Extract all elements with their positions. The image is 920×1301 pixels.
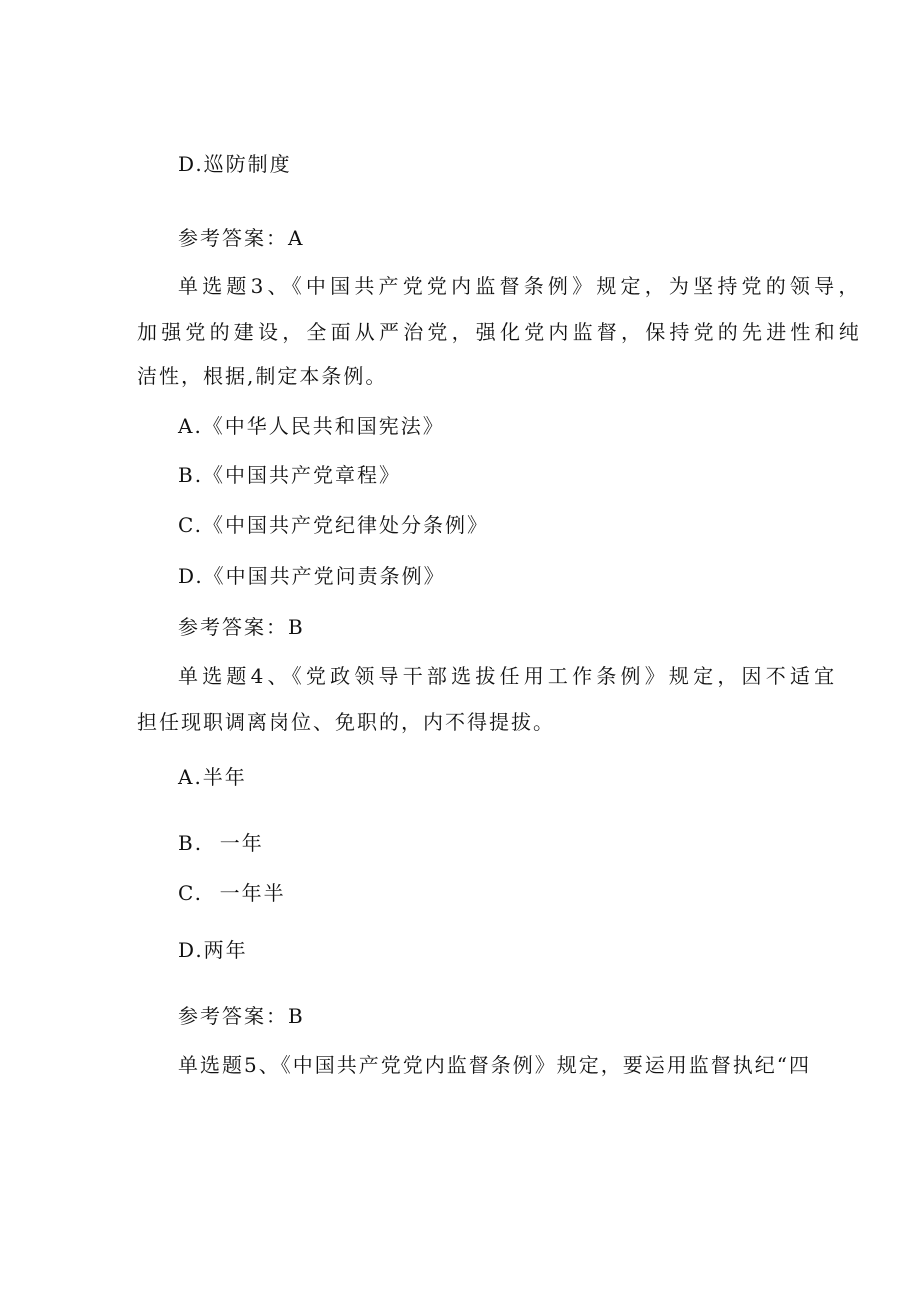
q3-option-d: D.《中国共产党问责条例》 [178, 564, 446, 588]
q2-answer: 参考答案：A [178, 226, 305, 250]
q3-stem-line-1: 单选题3、《中国共产党党内监督条例》规定，为坚持党的领导， [178, 274, 863, 298]
q4-answer: 参考答案：B [178, 1004, 305, 1028]
q4-option-a: A.半年 [178, 765, 247, 789]
q3-option-c: C.《中国共产党纪律处分条例》 [178, 513, 489, 537]
q4-option-c: C. 一年半 [178, 881, 286, 905]
q3-option-a: A.《中华人民共和国宪法》 [178, 414, 445, 438]
q5-stem-line-1: 单选题5、《中国共产党党内监督条例》规定，要运用监督执纪“四 [178, 1053, 811, 1077]
q3-option-b: B.《中国共产党章程》 [178, 463, 402, 487]
q4-option-b: B. 一年 [178, 831, 264, 855]
q3-stem-line-3: 洁性，根据,制定本条例。 [137, 364, 388, 388]
q2-option-d: D.巡防制度 [178, 152, 292, 176]
q3-answer: 参考答案：B [178, 615, 305, 639]
q3-stem-line-2: 加强党的建设，全面从严治党，强化党内监督，保持党的先进性和纯 [137, 320, 863, 344]
q4-stem-line-1: 单选题4、《党政领导干部选拔任用工作条例》规定，因不适宜 [178, 664, 839, 688]
q4-option-d: D.两年 [178, 938, 248, 962]
q4-stem-line-2: 担任现职调离岗位、免职的，内不得提拔。 [137, 710, 555, 734]
